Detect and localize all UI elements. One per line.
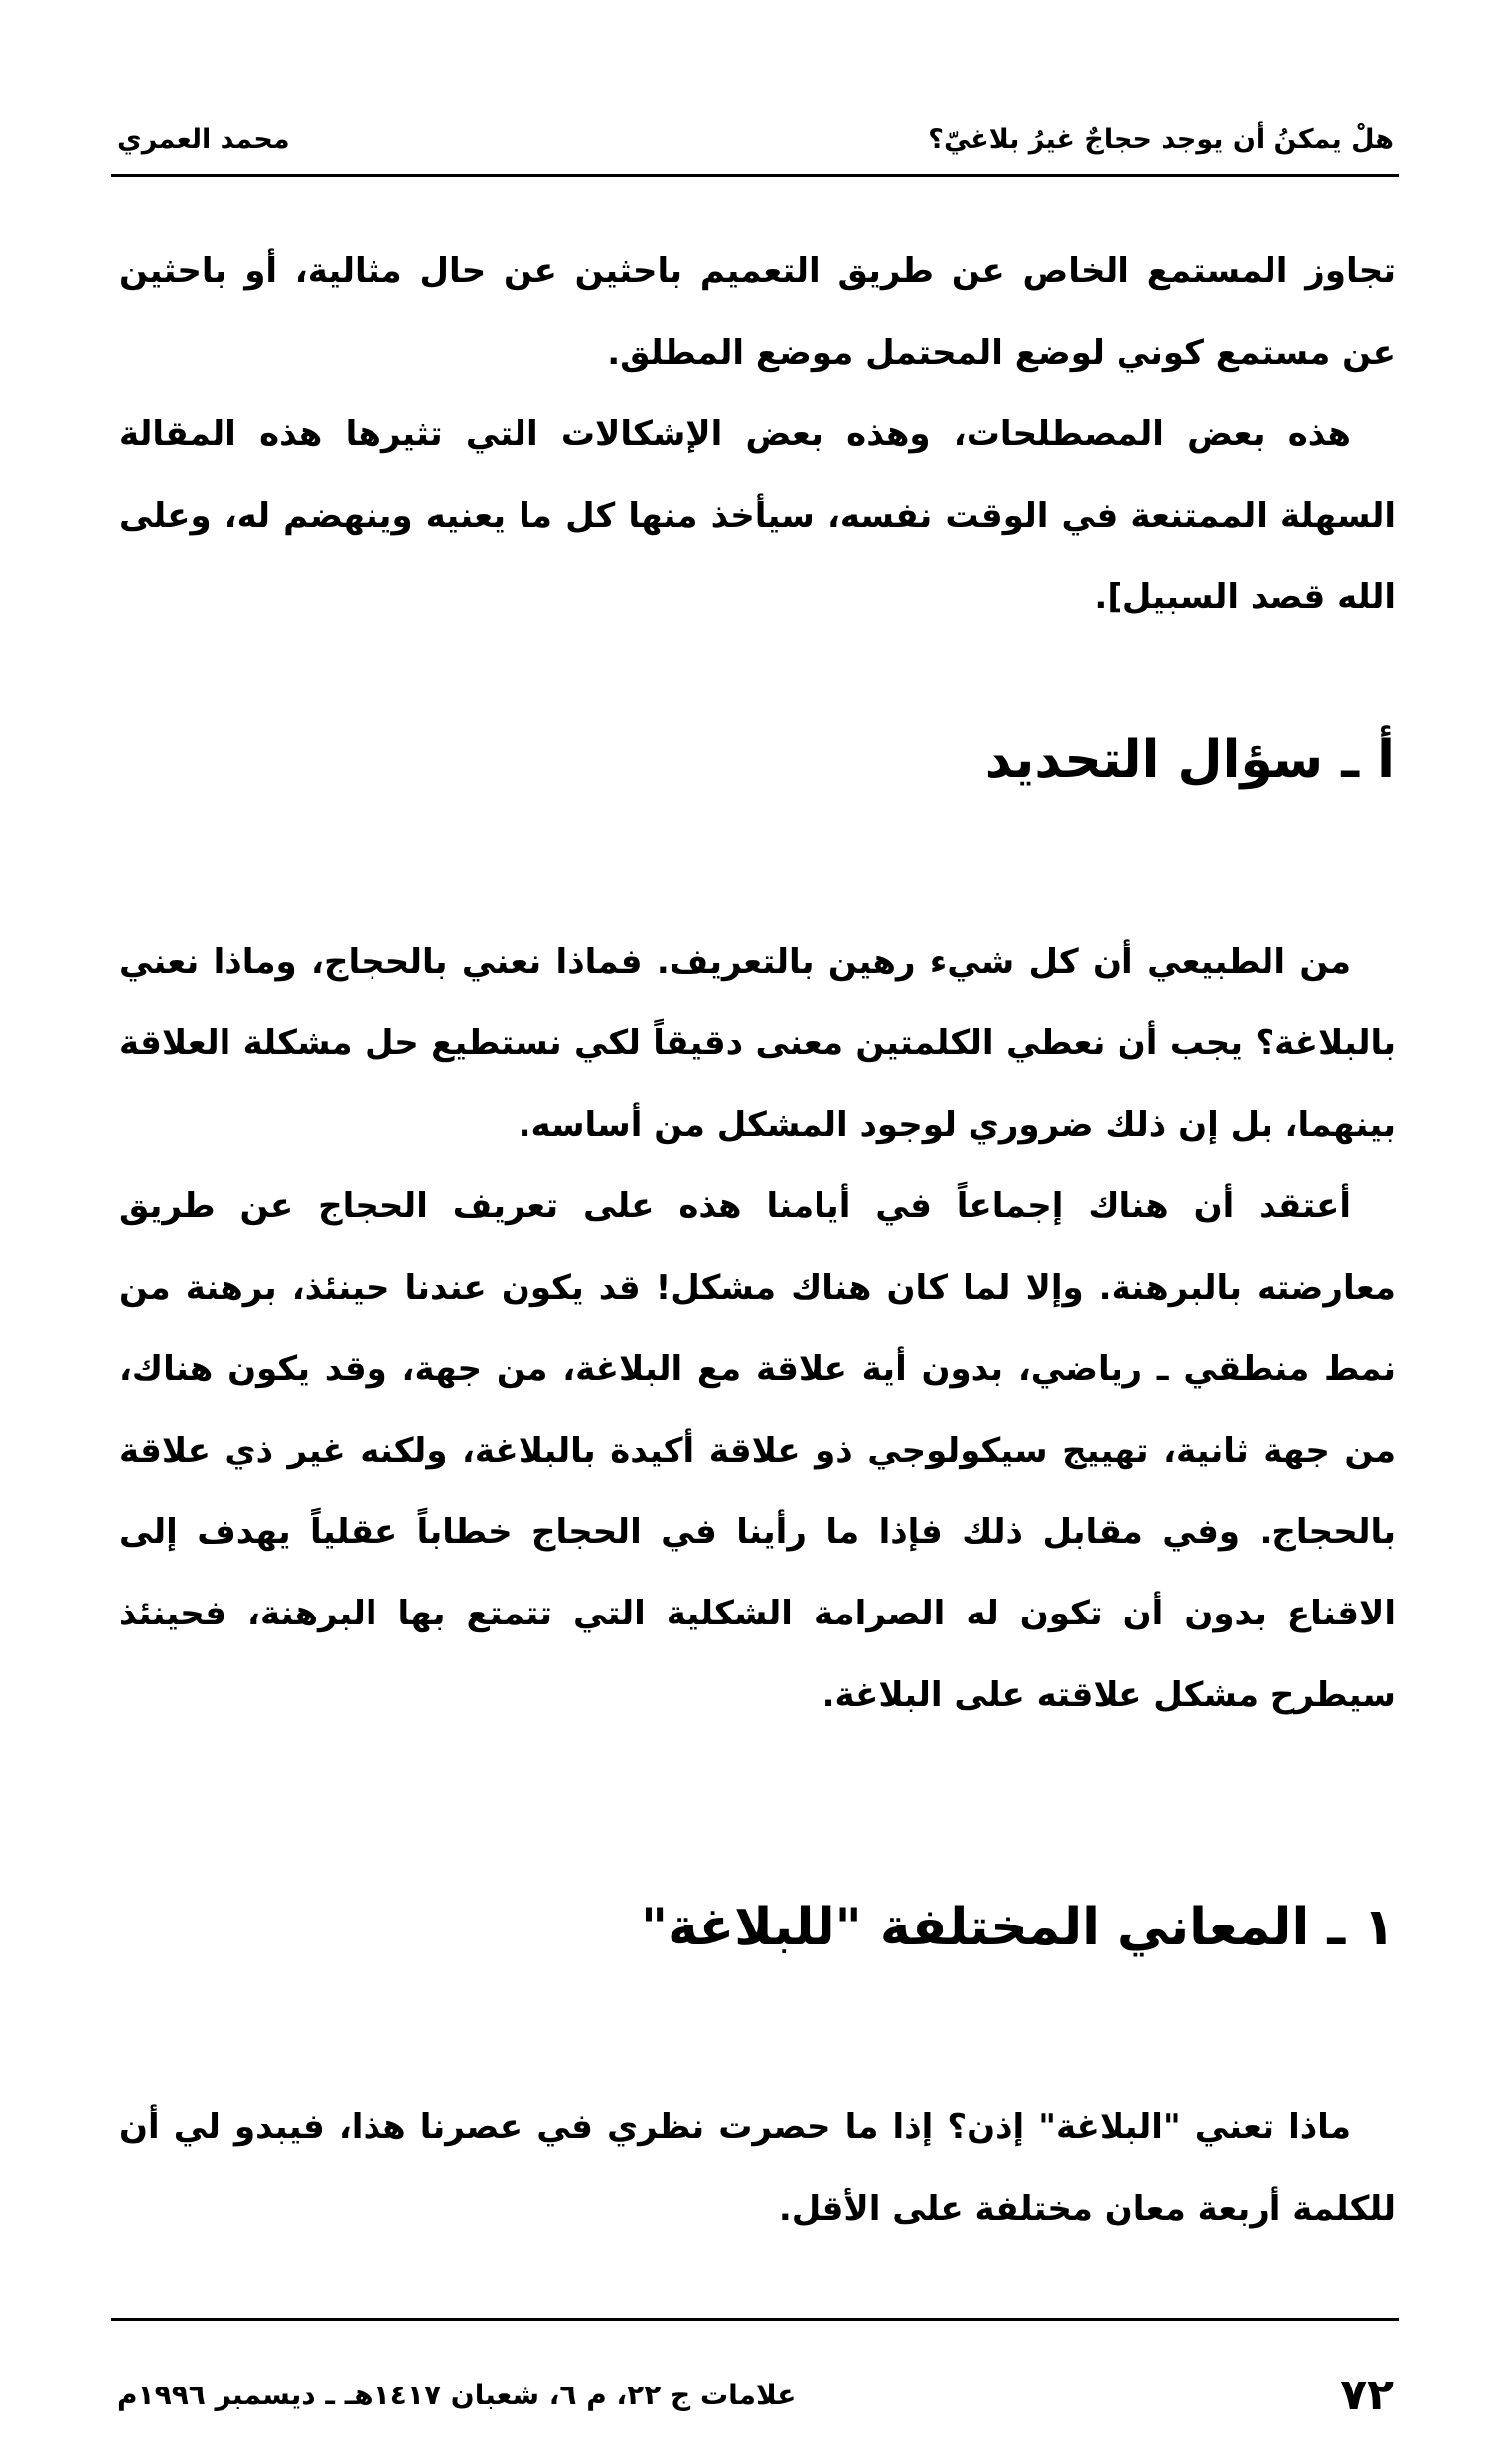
journal-info: علامات ج ٢٢، م ٦، شعبان ١٤١٧هـ ـ ديسمبر ١٩٩٦م	[117, 2378, 797, 2411]
author-name: محمد العمري	[117, 123, 290, 155]
paragraph-a-2: أعتقد أن هناك إجماعاً في أيامنا هذه على تعريف الحجاج عن طريق معارضته بالبرهنة. وإلا لما كان هناك مشكل! قد يكون عندنا حينئذ، برهنة من نمط منطقي ـ رياضي، بدون أية علاقة مع البلاغة، من جهة، وقد يكون هناك، من جهة ثانية، تهييج سيكولوجي ذو علاقة أكيدة بالبلاغة، ولكنه غير ذي علاقة بالحجاج. وفي مقابل ذلك فإذا ما رأينا في الحجاج خطاباً عقلياً يهدف إلى الاقناع بدون أن تكون له الصرامة الشكلية التي تتمتع بها البرهنة، فحينئذ سيطرح مشكل علاقته على البلاغة.	[119, 1186, 1396, 1715]
paragraph-1-1: ماذا تعني "البلاغة" إذن؟ إذا ما حصرت نظري في عصرنا هذا، فيبدو لي أن للكلمة أربعة معان مختلفة على الأقل.	[119, 2107, 1396, 2229]
page-number: ٧٢	[1340, 2369, 1394, 2420]
section-heading-1: ١ ـ المعاني المختلفة "للبلاغة"	[641, 1898, 1395, 1957]
paragraph-intro-1: تجاوز المستمع الخاص عن طريق التعميم باحثين عن حال مثالية، أو باحثين عن مستمع كوني لوضع المحتمل موضع المطلق.	[119, 251, 1396, 373]
paragraph-a-1: من الطبيعي أن كل شيء رهين بالتعريف. فماذا نعني بالحجاج، وماذا نعني بالبلاغة؟ يجب أن نعطي الكلمتين معنى دقيقاً لكي نستطيع حل مشكلة العلاقة بينهما، بل إن ذلك ضروري لوجود المشكل من أساسه.	[119, 942, 1396, 1145]
page-footer	[117, 2360, 1394, 2429]
running-head	[117, 109, 1394, 169]
section-heading-a: أ ـ سؤال التحديد	[984, 730, 1395, 790]
article-title: هلْ يمكنُ أن يوجد حجاجٌ غيرُ بلاغيّ؟	[928, 123, 1394, 155]
header-rule	[111, 174, 1399, 177]
paragraph-intro-2: هذه بعض المصطلحات، وهذه بعض الإشكالات التي تثيرها هذه المقالة السهلة الممتنعة في الوقت نفسه، سيأخذ منها كل ما يعنيه وينهضم له، وعلى الله قصد السبيل].	[119, 414, 1396, 617]
footer-rule	[111, 2318, 1399, 2321]
